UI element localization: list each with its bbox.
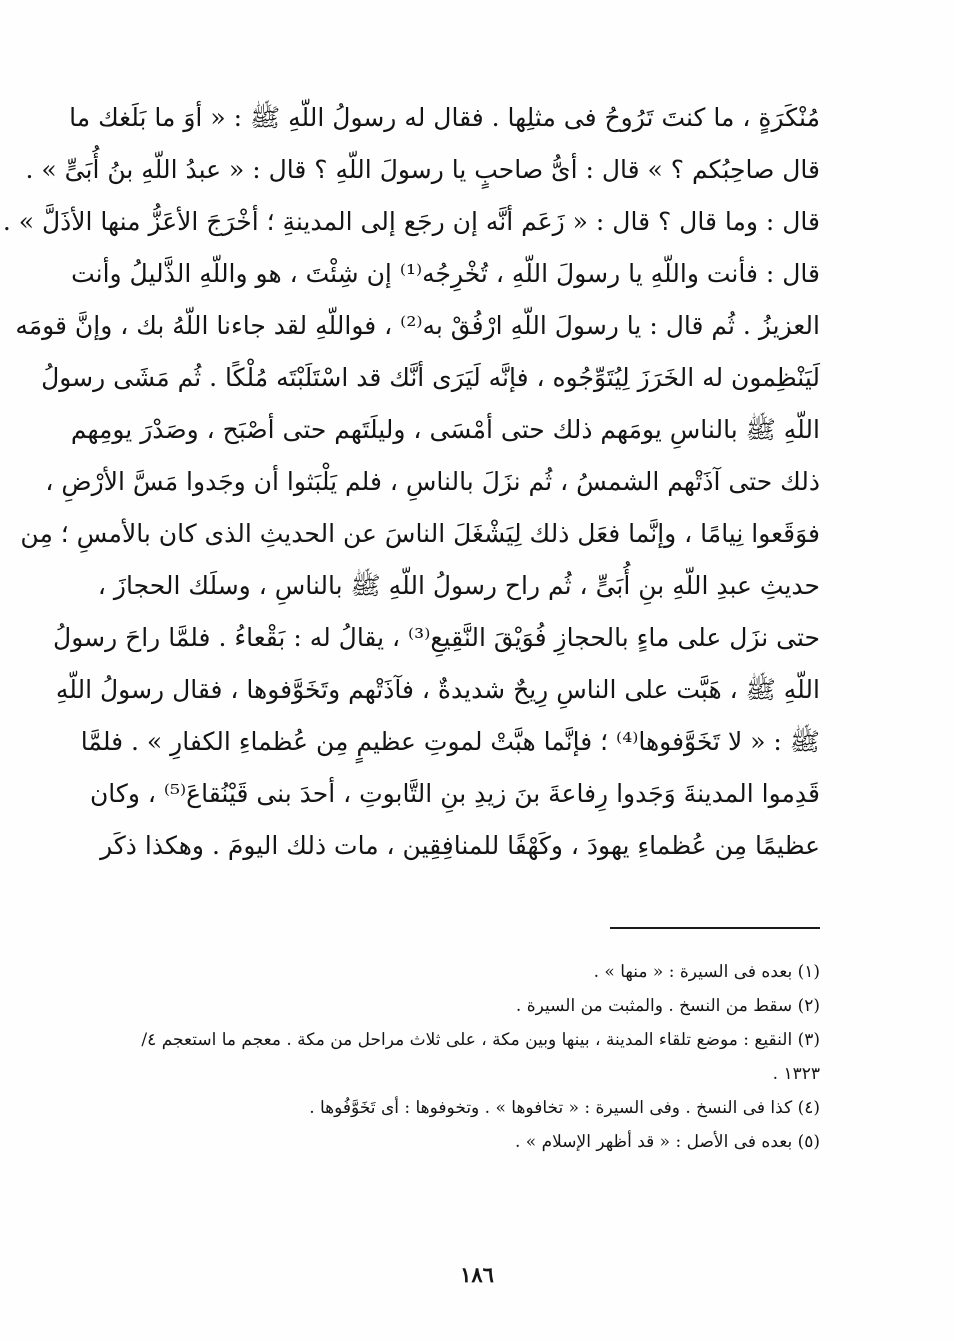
text-line-14: قَدِموا المدينةَ وَجَدوا رِفاعةَ بنَ زيدِ بنِ التَّابوتِ ، أحدَ بنى قَيْنُقاعَ⁽⁵⁾ ، وكان xyxy=(89,779,820,808)
footnote-5: (٥) بعده فى الأصل : « قد أظهر الإسلام » . xyxy=(514,1132,820,1152)
text-line-12: اللّهِ ﷺ ، هَبَّت على الناسِ رِيحٌ شديدةٌ ، فآذَتْهم وتَخَوَّفوها ، فقال رسولُ اللّهِ xyxy=(55,675,820,704)
text-line-9: فوَقَعوا نِيامًا ، وإنَّما فعَل ذلك لِيَشْغَلَ الناسَ عن الحديثِ الذى كان بالأمسِ ؛ مِن xyxy=(20,519,820,548)
text-line-13: ﷺ : « لا تَخَوَّفوها⁽⁴⁾ ؛ فإنَّما هبَّتْ لموتِ عظيمٍ مِن عُظماءِ الكفارِ » . فلمَّا xyxy=(80,727,820,756)
text-line-1: مُنْكَرَةٍ ، ما كنتَ تَرُوحُ فى مثلِها . فقال له رسولُ اللّهِ ﷺ : « أوَ ما بَلَغك ما xyxy=(69,103,820,132)
text-line-10: حديثِ عبدِ اللّهِ بنِ أُبَىٍّ ، ثُم راح رسولُ اللّهِ ﷺ بالناسِ ، وسلَك الحجازَ ، xyxy=(97,571,820,600)
text-line-7: اللّهِ ﷺ بالناسِ يومَهم ذلك حتى أمْسَى ، وليلَتَهم حتى أصْبَح ، وصَدْرَ يومِهم xyxy=(70,415,820,444)
text-line-4: قال : فأنت واللّهِ يا رسولَ اللّهِ ، تُخْرِجُه⁽¹⁾ إن شِئْتَ ، هو واللّهِ الذَّليلُ وأنت xyxy=(71,259,820,288)
footnote-1: (١) بعده فى السيرة : « منها » . xyxy=(593,962,820,982)
text-line-15: عظيمًا مِن عُظماءِ يهودَ ، وكَهْفًا للمنافِقِين ، مات ذلك اليومَ . وهكذا ذكَر xyxy=(100,831,820,860)
footnote-2: (٢) سقط من النسخ . والمثبت من السيرة . xyxy=(515,996,820,1016)
text-line-5: العزيزُ . ثُم قال : يا رسولَ اللّهِ ارْفُقْ به⁽²⁾ ، فواللّهِ لقد جاءنا اللّهُ بك ، وإنَّ قومَه xyxy=(15,311,820,340)
text-line-11: حتى نزَل على ماءٍ بالحجازِ فُوَيْقَ النَّقِيعِ⁽³⁾ ، يقالُ له : بَقْعاءُ . فلمَّا راحَ رسولُ xyxy=(53,623,820,652)
text-line-3: قال : وما قال ؟ قال : « زَعَم أنَّه إن رجَع إلى المدينةِ ؛ أخْرَجَ الأعَزُّ منها الأذَلَّ » . xyxy=(2,207,820,236)
page-number: ١٨٦ xyxy=(460,1262,494,1287)
footnote-3-continuation: ١٣٢٣ . xyxy=(772,1064,820,1084)
main-text xyxy=(2,92,820,872)
footnote-4: (٤) كذا فى النسخ . وفى السيرة : « تخافوها » . وتخوفوها : أى تَخَوَّفُوها . xyxy=(309,1098,820,1118)
text-line-8: ذلك حتى آذَتْهم الشمسُ ، ثُم نزَلَ بالناسِ ، فلم يَلْبَثوا أن وجَدوا مَسَّ الأرْضِ ، xyxy=(45,467,820,496)
footnote-separator xyxy=(610,927,820,929)
footnote-3: (٣) النقيع : موضع تلقاء المدينة ، بينها وبين مكة ، على ثلاث مراحل من مكة . معجم ما استعجم ٤/ xyxy=(141,1030,820,1050)
footnotes xyxy=(110,955,820,1159)
text-line-2: قال صاحِبُكم ؟ » قال : أىُّ صاحبٍ يا رسولَ اللّهِ ؟ قال : « عبدُ اللّهِ بنُ أُبَىٍّ » . xyxy=(25,155,820,184)
text-line-6: لَيَنْظِمون له الخَرَزَ لِيُتَوِّجُوه ، فإنَّه لَيَرَى أنَّك قد اسْتَلَبْتَه مُلْكًا . ثُم مَشَى رسولُ xyxy=(41,363,820,392)
